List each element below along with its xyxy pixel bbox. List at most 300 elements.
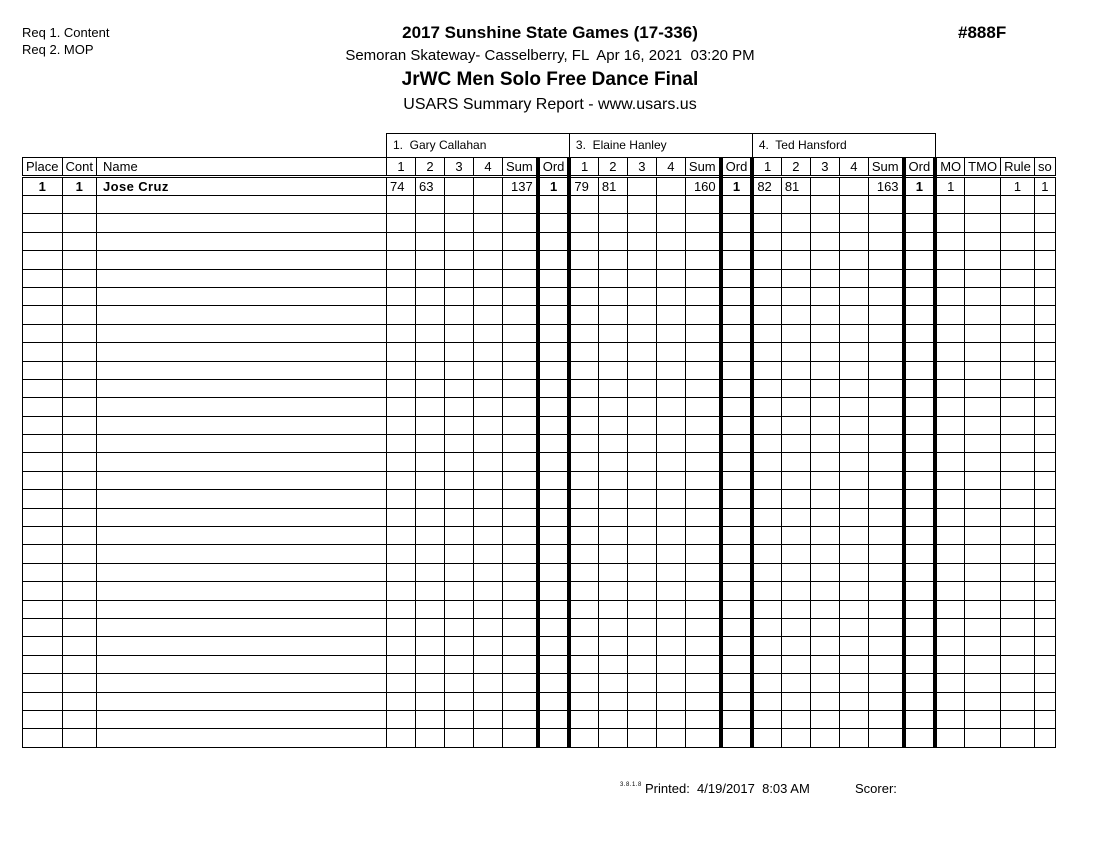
empty-cell-score <box>627 527 656 545</box>
empty-cell-score <box>752 545 781 563</box>
empty-cell-so <box>1034 214 1055 232</box>
empty-cell-score <box>781 435 810 453</box>
empty-cell-sum <box>685 232 720 250</box>
empty-cell-score <box>752 710 781 728</box>
empty-cell-score <box>781 508 810 526</box>
empty-cell-score <box>656 343 685 361</box>
empty-cell-score <box>627 196 656 214</box>
empty-cell-cont <box>62 618 96 636</box>
empty-cell-name <box>97 582 387 600</box>
empty-cell-score <box>839 361 868 379</box>
col-header-judge2-4: 4 <box>656 158 685 177</box>
empty-cell-score <box>445 637 474 655</box>
empty-cell-score <box>627 251 656 269</box>
empty-cell-rule <box>1001 692 1035 710</box>
empty-cell-score <box>781 398 810 416</box>
empty-cell-score <box>416 232 445 250</box>
empty-cell-ord <box>904 324 936 342</box>
empty-cell-score <box>598 287 627 305</box>
cell-mo: 1 <box>935 177 964 196</box>
empty-cell-tmo <box>965 563 1001 581</box>
empty-cell-ord <box>538 416 570 434</box>
empty-cell-place <box>23 269 63 287</box>
empty-cell-score <box>627 324 656 342</box>
empty-cell-name <box>97 324 387 342</box>
empty-cell-score <box>781 563 810 581</box>
empty-row <box>23 196 1056 214</box>
empty-cell-sum <box>685 692 720 710</box>
empty-cell-score <box>598 379 627 397</box>
empty-cell-sum <box>868 710 903 728</box>
empty-cell-sum <box>503 306 538 324</box>
empty-cell-score <box>752 306 781 324</box>
empty-cell-place <box>23 251 63 269</box>
empty-cell-name <box>97 563 387 581</box>
empty-cell-score <box>416 655 445 673</box>
empty-cell-mo <box>935 214 964 232</box>
empty-cell-sum <box>685 729 720 747</box>
empty-cell-cont <box>62 306 96 324</box>
empty-cell-ord <box>538 471 570 489</box>
empty-cell-score <box>752 563 781 581</box>
empty-cell-score <box>569 674 598 692</box>
empty-cell-ord <box>538 269 570 287</box>
empty-cell-mo <box>935 637 964 655</box>
empty-cell-name <box>97 196 387 214</box>
empty-cell-score <box>445 582 474 600</box>
empty-row <box>23 674 1056 692</box>
empty-cell-ord <box>538 563 570 581</box>
empty-cell-rule <box>1001 269 1035 287</box>
empty-cell-score <box>810 710 839 728</box>
empty-cell-score <box>839 306 868 324</box>
empty-cell-ord <box>721 287 753 305</box>
empty-cell-score <box>416 324 445 342</box>
cell-judge3-sum: 163 <box>868 177 903 196</box>
empty-cell-score <box>810 490 839 508</box>
empty-cell-place <box>23 287 63 305</box>
empty-cell-sum <box>685 674 720 692</box>
empty-cell-score <box>387 545 416 563</box>
empty-cell-score <box>387 416 416 434</box>
empty-cell-mo <box>935 710 964 728</box>
empty-cell-place <box>23 545 63 563</box>
empty-cell-score <box>810 655 839 673</box>
empty-cell-score <box>627 379 656 397</box>
empty-cell-score <box>656 563 685 581</box>
empty-cell-ord <box>721 490 753 508</box>
empty-cell-cont <box>62 232 96 250</box>
empty-cell-sum <box>503 710 538 728</box>
empty-cell-tmo <box>965 490 1001 508</box>
empty-cell-score <box>387 232 416 250</box>
empty-cell-ord <box>538 710 570 728</box>
empty-cell-score <box>781 361 810 379</box>
empty-cell-score <box>627 710 656 728</box>
empty-cell-score <box>781 287 810 305</box>
empty-cell-score <box>781 453 810 471</box>
empty-cell-score <box>656 416 685 434</box>
cell-judge3-score: 82 <box>752 177 781 196</box>
empty-cell-sum <box>685 563 720 581</box>
empty-cell-sum <box>503 416 538 434</box>
empty-cell-rule <box>1001 379 1035 397</box>
empty-cell-score <box>752 637 781 655</box>
empty-cell-sum <box>503 508 538 526</box>
empty-cell-score <box>810 379 839 397</box>
empty-cell-score <box>752 214 781 232</box>
empty-cell-rule <box>1001 527 1035 545</box>
empty-cell-score <box>445 361 474 379</box>
empty-cell-score <box>416 618 445 636</box>
empty-cell-tmo <box>965 324 1001 342</box>
empty-cell-score <box>810 674 839 692</box>
empty-cell-mo <box>935 306 964 324</box>
empty-cell-sum <box>503 471 538 489</box>
empty-cell-cont <box>62 471 96 489</box>
empty-cell-score <box>445 490 474 508</box>
empty-cell-score <box>598 269 627 287</box>
empty-cell-ord <box>538 582 570 600</box>
empty-cell-sum <box>868 416 903 434</box>
score-table-wrap <box>22 133 1056 748</box>
empty-cell-ord <box>538 214 570 232</box>
empty-cell-sum <box>868 600 903 618</box>
col-header-so: so <box>1034 158 1055 177</box>
empty-cell-sum <box>868 729 903 747</box>
empty-row <box>23 490 1056 508</box>
empty-cell-place <box>23 398 63 416</box>
empty-cell-ord <box>538 343 570 361</box>
empty-cell-sum <box>503 655 538 673</box>
empty-cell-score <box>656 527 685 545</box>
empty-cell-score <box>569 545 598 563</box>
empty-cell-ord <box>538 306 570 324</box>
empty-cell-score <box>387 471 416 489</box>
empty-cell-ord <box>904 343 936 361</box>
empty-cell-score <box>474 545 503 563</box>
empty-cell-name <box>97 692 387 710</box>
empty-cell-score <box>752 251 781 269</box>
empty-cell-score <box>598 490 627 508</box>
empty-cell-score <box>598 508 627 526</box>
empty-cell-sum <box>868 618 903 636</box>
empty-cell-mo <box>935 269 964 287</box>
empty-cell-score <box>416 710 445 728</box>
empty-cell-sum <box>503 232 538 250</box>
empty-cell-ord <box>721 618 753 636</box>
empty-cell-sum <box>503 398 538 416</box>
empty-cell-ord <box>538 600 570 618</box>
empty-cell-mo <box>935 453 964 471</box>
empty-cell-score <box>445 416 474 434</box>
empty-cell-score <box>839 692 868 710</box>
empty-cell-rule <box>1001 214 1035 232</box>
empty-cell-ord <box>721 600 753 618</box>
empty-cell-score <box>474 398 503 416</box>
empty-cell-sum <box>868 545 903 563</box>
empty-cell-score <box>387 324 416 342</box>
cell-rule: 1 <box>1001 177 1035 196</box>
empty-cell-cont <box>62 582 96 600</box>
empty-cell-score <box>569 490 598 508</box>
empty-cell-score <box>752 232 781 250</box>
empty-cell-ord <box>904 361 936 379</box>
empty-cell-cont <box>62 435 96 453</box>
empty-cell-place <box>23 618 63 636</box>
empty-cell-score <box>656 269 685 287</box>
empty-cell-name <box>97 343 387 361</box>
empty-cell-score <box>569 379 598 397</box>
empty-cell-rule <box>1001 453 1035 471</box>
empty-cell-place <box>23 361 63 379</box>
empty-cell-score <box>598 196 627 214</box>
empty-cell-sum <box>868 324 903 342</box>
empty-cell-mo <box>935 379 964 397</box>
empty-cell-score <box>810 343 839 361</box>
empty-cell-score <box>569 232 598 250</box>
empty-cell-score <box>387 692 416 710</box>
empty-cell-score <box>569 710 598 728</box>
empty-cell-score <box>752 600 781 618</box>
col-header-judge3-sum: Sum <box>868 158 903 177</box>
judge-name-box-3: 4. Ted Hansford <box>752 134 935 158</box>
empty-cell-score <box>474 269 503 287</box>
judge-header-row <box>23 134 1056 158</box>
games-title: 2017 Sunshine State Games (17-336) <box>402 23 698 42</box>
col-header-tmo: TMO <box>965 158 1001 177</box>
empty-cell-score <box>598 306 627 324</box>
empty-cell-rule <box>1001 582 1035 600</box>
judge-row-left-spacer <box>23 134 387 158</box>
empty-cell-rule <box>1001 674 1035 692</box>
empty-cell-score <box>569 527 598 545</box>
empty-cell-score <box>656 453 685 471</box>
empty-cell-place <box>23 343 63 361</box>
empty-cell-place <box>23 582 63 600</box>
col-header-judge1-sum: Sum <box>503 158 538 177</box>
empty-cell-score <box>445 251 474 269</box>
empty-cell-score <box>387 453 416 471</box>
empty-cell-mo <box>935 563 964 581</box>
empty-cell-score <box>598 324 627 342</box>
empty-cell-score <box>569 508 598 526</box>
empty-cell-so <box>1034 306 1055 324</box>
score-table <box>22 133 1056 748</box>
empty-cell-ord <box>721 471 753 489</box>
empty-cell-score <box>416 692 445 710</box>
empty-cell-score <box>445 527 474 545</box>
empty-cell-tmo <box>965 398 1001 416</box>
empty-cell-score <box>474 214 503 232</box>
empty-cell-name <box>97 453 387 471</box>
empty-cell-score <box>387 306 416 324</box>
empty-cell-score <box>656 600 685 618</box>
cell-judge1-sum: 137 <box>503 177 538 196</box>
empty-row <box>23 269 1056 287</box>
empty-cell-score <box>416 196 445 214</box>
empty-cell-score <box>569 251 598 269</box>
empty-cell-score <box>810 453 839 471</box>
empty-cell-sum <box>868 692 903 710</box>
empty-cell-score <box>781 710 810 728</box>
empty-cell-cont <box>62 729 96 747</box>
empty-cell-score <box>839 618 868 636</box>
empty-cell-ord <box>721 306 753 324</box>
empty-cell-mo <box>935 545 964 563</box>
empty-cell-tmo <box>965 692 1001 710</box>
empty-cell-score <box>752 324 781 342</box>
empty-cell-score <box>752 729 781 747</box>
empty-cell-score <box>656 287 685 305</box>
empty-cell-sum <box>868 398 903 416</box>
empty-cell-score <box>810 196 839 214</box>
empty-cell-score <box>416 600 445 618</box>
col-header-rule: Rule <box>1001 158 1035 177</box>
empty-cell-score <box>781 674 810 692</box>
empty-cell-sum <box>685 508 720 526</box>
empty-cell-rule <box>1001 306 1035 324</box>
empty-row <box>23 471 1056 489</box>
empty-cell-sum <box>685 269 720 287</box>
empty-cell-sum <box>503 435 538 453</box>
empty-cell-score <box>387 655 416 673</box>
empty-cell-mo <box>935 435 964 453</box>
empty-cell-score <box>781 251 810 269</box>
empty-cell-cont <box>62 379 96 397</box>
empty-cell-score <box>839 582 868 600</box>
empty-cell-ord <box>538 674 570 692</box>
empty-cell-rule <box>1001 287 1035 305</box>
empty-cell-sum <box>868 582 903 600</box>
empty-cell-score <box>598 710 627 728</box>
empty-cell-tmo <box>965 196 1001 214</box>
empty-cell-tmo <box>965 600 1001 618</box>
empty-cell-ord <box>538 398 570 416</box>
empty-cell-score <box>656 490 685 508</box>
empty-cell-tmo <box>965 655 1001 673</box>
empty-cell-name <box>97 655 387 673</box>
empty-cell-score <box>656 692 685 710</box>
empty-cell-score <box>445 214 474 232</box>
empty-cell-score <box>781 729 810 747</box>
empty-cell-cont <box>62 490 96 508</box>
empty-cell-score <box>839 563 868 581</box>
col-header-name: Name <box>97 158 387 177</box>
empty-cell-score <box>781 582 810 600</box>
empty-cell-score <box>445 600 474 618</box>
empty-cell-score <box>627 306 656 324</box>
empty-cell-score <box>598 600 627 618</box>
empty-cell-cont <box>62 453 96 471</box>
empty-cell-ord <box>904 655 936 673</box>
empty-cell-score <box>656 196 685 214</box>
empty-cell-score <box>445 618 474 636</box>
empty-cell-score <box>416 527 445 545</box>
empty-cell-cont <box>62 416 96 434</box>
empty-cell-so <box>1034 545 1055 563</box>
empty-cell-ord <box>721 710 753 728</box>
empty-cell-score <box>839 637 868 655</box>
empty-cell-score <box>656 582 685 600</box>
empty-cell-score <box>781 416 810 434</box>
judge-name-box-2: 3. Elaine Hanley <box>569 134 752 158</box>
empty-cell-score <box>839 674 868 692</box>
empty-cell-score <box>445 471 474 489</box>
empty-cell-score <box>781 637 810 655</box>
empty-cell-sum <box>685 545 720 563</box>
col-header-judge2-3: 3 <box>627 158 656 177</box>
empty-cell-cont <box>62 710 96 728</box>
empty-cell-ord <box>904 398 936 416</box>
col-header-judge1-2: 2 <box>416 158 445 177</box>
report-header <box>0 0 1100 114</box>
empty-cell-score <box>627 416 656 434</box>
empty-cell-score <box>810 471 839 489</box>
col-header-mo: MO <box>935 158 964 177</box>
empty-cell-score <box>810 361 839 379</box>
empty-cell-score <box>656 398 685 416</box>
empty-cell-tmo <box>965 379 1001 397</box>
software-version: 3.8.1.8 <box>620 782 642 788</box>
empty-cell-score <box>781 232 810 250</box>
empty-cell-score <box>569 582 598 600</box>
empty-cell-score <box>569 435 598 453</box>
empty-cell-score <box>839 545 868 563</box>
empty-cell-score <box>416 435 445 453</box>
empty-cell-sum <box>685 214 720 232</box>
cell-judge3-score: 81 <box>781 177 810 196</box>
empty-cell-sum <box>685 379 720 397</box>
empty-cell-mo <box>935 398 964 416</box>
empty-cell-ord <box>904 490 936 508</box>
cell-judge3-score <box>810 177 839 196</box>
empty-cell-score <box>416 453 445 471</box>
empty-cell-tmo <box>965 287 1001 305</box>
col-header-judge1-4: 4 <box>474 158 503 177</box>
col-header-judge1-ord: Ord <box>538 158 570 177</box>
empty-cell-score <box>752 379 781 397</box>
empty-cell-ord <box>721 692 753 710</box>
empty-cell-so <box>1034 563 1055 581</box>
empty-cell-rule <box>1001 508 1035 526</box>
empty-cell-sum <box>868 269 903 287</box>
empty-cell-score <box>387 214 416 232</box>
empty-cell-score <box>627 398 656 416</box>
col-header-judge2-2: 2 <box>598 158 627 177</box>
empty-cell-ord <box>904 637 936 655</box>
empty-cell-score <box>752 435 781 453</box>
empty-cell-rule <box>1001 435 1035 453</box>
empty-cell-score <box>839 379 868 397</box>
empty-cell-sum <box>503 379 538 397</box>
empty-row <box>23 545 1056 563</box>
empty-cell-score <box>781 490 810 508</box>
empty-cell-score <box>810 545 839 563</box>
empty-cell-score <box>569 343 598 361</box>
empty-cell-tmo <box>965 471 1001 489</box>
empty-cell-score <box>598 343 627 361</box>
empty-cell-name <box>97 379 387 397</box>
empty-cell-mo <box>935 655 964 673</box>
req-line-content: Req 1. Content <box>22 25 110 40</box>
empty-cell-rule <box>1001 729 1035 747</box>
empty-cell-cont <box>62 361 96 379</box>
judge-row-right-spacer <box>935 134 1055 158</box>
empty-cell-score <box>656 545 685 563</box>
empty-cell-score <box>387 563 416 581</box>
empty-cell-score <box>839 527 868 545</box>
